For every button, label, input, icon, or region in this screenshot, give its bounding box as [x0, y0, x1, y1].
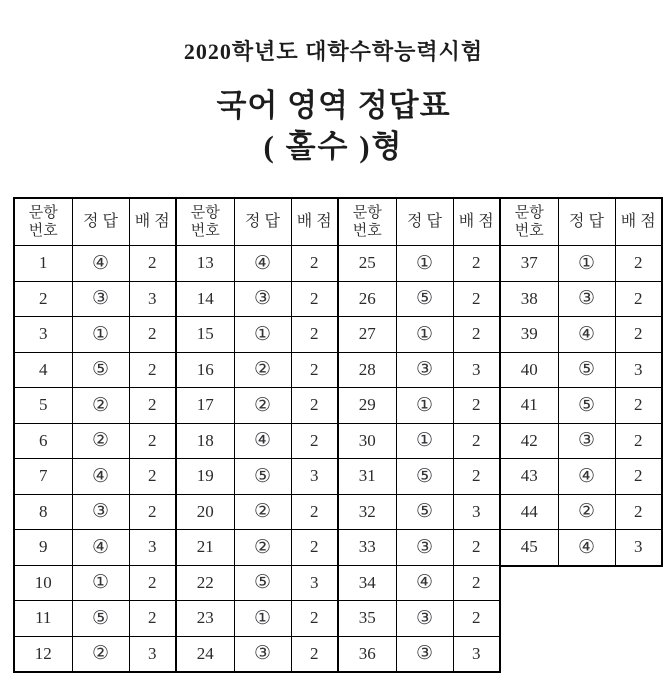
question-number-cell: 36 — [338, 636, 396, 672]
question-number-cell: 2 — [14, 281, 72, 317]
answer-cell: ① — [396, 246, 453, 282]
answer-row — [338, 494, 500, 530]
answer-cell: ⑤ — [396, 459, 453, 495]
points-cell: 2 — [129, 352, 176, 388]
answer-row — [14, 636, 176, 672]
points-cell: 2 — [291, 246, 338, 282]
subject-title: 국어 영역 정답표 — [216, 88, 451, 123]
col-header-points: 배 점 — [129, 198, 176, 246]
answer-cell: ① — [396, 423, 453, 459]
answer-row — [500, 530, 662, 566]
answer-row — [14, 530, 176, 566]
points-cell: 2 — [615, 246, 662, 282]
col-header-answer: 정 답 — [396, 198, 453, 246]
question-number-cell: 32 — [338, 494, 396, 530]
question-number-cell: 24 — [176, 636, 234, 672]
answer-cell: ② — [234, 388, 291, 424]
question-number-header-line1: 문항 — [28, 204, 58, 221]
points-cell: 2 — [129, 459, 176, 495]
answer-row — [338, 530, 500, 566]
question-number-cell: 44 — [500, 494, 558, 530]
question-number-cell: 11 — [14, 601, 72, 637]
col-header-answer: 정 답 — [558, 198, 615, 246]
points-cell: 2 — [615, 423, 662, 459]
answer-row — [338, 636, 500, 672]
answer-row — [338, 388, 500, 424]
answer-cell: ① — [72, 565, 129, 601]
answer-row — [14, 494, 176, 530]
answer-row — [338, 601, 500, 637]
answer-cell: ④ — [72, 530, 129, 566]
answer-row — [14, 565, 176, 601]
answer-cell: ⑤ — [396, 281, 453, 317]
answer-cell: ④ — [558, 530, 615, 566]
points-cell: 2 — [129, 246, 176, 282]
answer-cell: ⑤ — [234, 459, 291, 495]
answer-cell: ⑤ — [72, 601, 129, 637]
answer-cell: ③ — [234, 281, 291, 317]
answer-cell: ① — [72, 317, 129, 353]
points-cell: 3 — [129, 281, 176, 317]
answer-cell: ① — [558, 246, 615, 282]
answer-cell: ④ — [396, 565, 453, 601]
question-number-cell: 14 — [176, 281, 234, 317]
answer-row — [338, 281, 500, 317]
question-number-cell: 39 — [500, 317, 558, 353]
question-number-cell: 25 — [338, 246, 396, 282]
col-header-answer: 정 답 — [234, 198, 291, 246]
question-number-cell: 35 — [338, 601, 396, 637]
question-number-cell: 7 — [14, 459, 72, 495]
col-header-answer: 정 답 — [72, 198, 129, 246]
points-cell: 3 — [453, 352, 500, 388]
answer-table-group — [499, 197, 663, 567]
col-header-question-number — [176, 198, 234, 246]
question-number-cell: 6 — [14, 423, 72, 459]
question-number-cell: 16 — [176, 352, 234, 388]
answer-cell: ⑤ — [558, 388, 615, 424]
points-cell: 2 — [291, 388, 338, 424]
points-cell: 2 — [291, 281, 338, 317]
question-number-cell: 28 — [338, 352, 396, 388]
answer-table-group — [13, 197, 177, 673]
answer-row — [14, 352, 176, 388]
question-number-cell: 31 — [338, 459, 396, 495]
answer-table-group — [175, 197, 339, 673]
answer-cell: ③ — [396, 601, 453, 637]
answer-row — [500, 459, 662, 495]
question-number-cell: 13 — [176, 246, 234, 282]
question-number-header-line1: 문항 — [190, 204, 220, 221]
question-number-cell: 12 — [14, 636, 72, 672]
question-number-header-line1: 문항 — [514, 204, 544, 221]
answer-row — [176, 601, 338, 637]
answer-table-group — [337, 197, 501, 673]
points-cell: 2 — [453, 459, 500, 495]
answer-cell: ③ — [234, 636, 291, 672]
answer-row — [338, 459, 500, 495]
answer-cell: ③ — [396, 530, 453, 566]
answer-cell: ⑤ — [234, 565, 291, 601]
question-number-cell: 26 — [338, 281, 396, 317]
answer-cell: ④ — [234, 246, 291, 282]
answer-cell: ③ — [396, 352, 453, 388]
points-cell: 2 — [615, 459, 662, 495]
question-number-header-line1: 문항 — [352, 204, 382, 221]
question-number-cell: 34 — [338, 565, 396, 601]
points-cell: 2 — [291, 317, 338, 353]
question-number-cell: 20 — [176, 494, 234, 530]
question-number-cell: 5 — [14, 388, 72, 424]
header-row — [500, 198, 662, 246]
answer-cell: ② — [234, 530, 291, 566]
points-cell: 2 — [453, 317, 500, 353]
answer-cell: ⑤ — [72, 352, 129, 388]
points-cell: 3 — [615, 352, 662, 388]
question-number-cell: 18 — [176, 423, 234, 459]
answer-table — [13, 197, 663, 673]
points-cell: 2 — [129, 388, 176, 424]
answer-cell: ③ — [72, 281, 129, 317]
answer-row — [176, 636, 338, 672]
answer-row — [176, 565, 338, 601]
answer-row — [338, 317, 500, 353]
question-number-cell: 15 — [176, 317, 234, 353]
answer-cell: ③ — [72, 494, 129, 530]
answer-row — [176, 388, 338, 424]
question-number-cell: 42 — [500, 423, 558, 459]
exam-title: 2020학년도 대학수학능력시험 — [183, 39, 484, 64]
points-cell: 2 — [453, 530, 500, 566]
points-cell: 2 — [453, 246, 500, 282]
question-number-cell: 17 — [176, 388, 234, 424]
points-cell: 2 — [291, 636, 338, 672]
points-cell: 2 — [129, 494, 176, 530]
points-cell: 2 — [615, 494, 662, 530]
points-cell: 2 — [129, 601, 176, 637]
answer-row — [500, 281, 662, 317]
answer-row — [338, 565, 500, 601]
answer-cell: ⑤ — [396, 494, 453, 530]
answer-row — [176, 459, 338, 495]
points-cell: 3 — [129, 636, 176, 672]
answer-cell: ① — [234, 601, 291, 637]
points-cell: 3 — [453, 494, 500, 530]
question-number-cell: 22 — [176, 565, 234, 601]
points-cell: 2 — [129, 423, 176, 459]
answer-cell: ③ — [558, 423, 615, 459]
points-cell: 2 — [291, 494, 338, 530]
points-cell: 2 — [453, 601, 500, 637]
points-cell: 2 — [291, 423, 338, 459]
answer-row — [176, 423, 338, 459]
points-cell: 2 — [291, 352, 338, 388]
answer-row — [176, 494, 338, 530]
answer-cell: ① — [234, 317, 291, 353]
points-cell: 2 — [291, 530, 338, 566]
answer-row — [14, 317, 176, 353]
answer-cell: ② — [234, 494, 291, 530]
answer-cell: ② — [72, 636, 129, 672]
answer-cell: ④ — [72, 459, 129, 495]
header-row — [176, 198, 338, 246]
answer-row — [500, 246, 662, 282]
col-header-question-number — [500, 198, 558, 246]
answer-row — [176, 317, 338, 353]
answer-cell: ① — [396, 317, 453, 353]
question-number-cell: 23 — [176, 601, 234, 637]
question-number-cell: 8 — [14, 494, 72, 530]
points-cell: 2 — [129, 317, 176, 353]
col-header-points: 배 점 — [615, 198, 662, 246]
answer-row — [176, 281, 338, 317]
answer-row — [176, 352, 338, 388]
question-number-header-line2: 번호 — [28, 223, 58, 239]
points-cell: 2 — [453, 281, 500, 317]
answer-cell: ④ — [234, 423, 291, 459]
points-cell: 2 — [615, 317, 662, 353]
question-number-cell: 40 — [500, 352, 558, 388]
points-cell: 3 — [453, 636, 500, 672]
form-type-title: ( 홀수 )형 — [263, 129, 404, 164]
question-number-cell: 41 — [500, 388, 558, 424]
answer-cell: ③ — [396, 636, 453, 672]
points-cell: 3 — [615, 530, 662, 566]
points-cell: 3 — [291, 459, 338, 495]
question-number-cell: 21 — [176, 530, 234, 566]
answer-row — [14, 601, 176, 637]
answer-cell: ② — [234, 352, 291, 388]
col-header-question-number — [338, 198, 396, 246]
col-header-points: 배 점 — [291, 198, 338, 246]
answer-row — [14, 246, 176, 282]
points-cell: 2 — [615, 281, 662, 317]
answer-cell: ④ — [558, 317, 615, 353]
answer-cell: ② — [72, 388, 129, 424]
answer-row — [176, 246, 338, 282]
question-number-cell: 29 — [338, 388, 396, 424]
answer-row — [500, 352, 662, 388]
answer-row — [500, 317, 662, 353]
col-header-question-number — [14, 198, 72, 246]
question-number-header-line2: 번호 — [514, 223, 544, 239]
question-number-header-line2: 번호 — [352, 223, 382, 239]
points-cell: 3 — [291, 565, 338, 601]
header-row — [14, 198, 176, 246]
question-number-cell: 43 — [500, 459, 558, 495]
answer-row — [338, 246, 500, 282]
question-number-cell: 27 — [338, 317, 396, 353]
question-number-cell: 33 — [338, 530, 396, 566]
answer-row — [338, 423, 500, 459]
question-number-cell: 38 — [500, 281, 558, 317]
answer-row — [500, 388, 662, 424]
header-row — [338, 198, 500, 246]
answer-row — [14, 459, 176, 495]
answer-cell: ② — [558, 494, 615, 530]
question-number-cell: 10 — [14, 565, 72, 601]
question-number-cell: 37 — [500, 246, 558, 282]
answer-row — [500, 423, 662, 459]
question-number-header-line2: 번호 — [190, 223, 220, 239]
points-cell: 2 — [453, 388, 500, 424]
points-cell: 2 — [291, 601, 338, 637]
answer-row — [14, 423, 176, 459]
answer-cell: ② — [72, 423, 129, 459]
question-number-cell: 3 — [14, 317, 72, 353]
answer-cell: ① — [396, 388, 453, 424]
points-cell: 2 — [129, 565, 176, 601]
points-cell: 3 — [129, 530, 176, 566]
col-header-points: 배 점 — [453, 198, 500, 246]
answer-row — [14, 281, 176, 317]
points-cell: 2 — [615, 388, 662, 424]
question-number-cell: 1 — [14, 246, 72, 282]
answer-cell: ⑤ — [558, 352, 615, 388]
answer-row — [176, 530, 338, 566]
question-number-cell: 30 — [338, 423, 396, 459]
answer-cell: ③ — [558, 281, 615, 317]
points-cell: 2 — [453, 565, 500, 601]
question-number-cell: 19 — [176, 459, 234, 495]
question-number-cell: 4 — [14, 352, 72, 388]
question-number-cell: 45 — [500, 530, 558, 566]
answer-row — [500, 494, 662, 530]
answer-cell: ④ — [72, 246, 129, 282]
answer-row — [338, 352, 500, 388]
points-cell: 2 — [453, 423, 500, 459]
answer-row — [14, 388, 176, 424]
question-number-cell: 9 — [14, 530, 72, 566]
answer-cell: ④ — [558, 459, 615, 495]
